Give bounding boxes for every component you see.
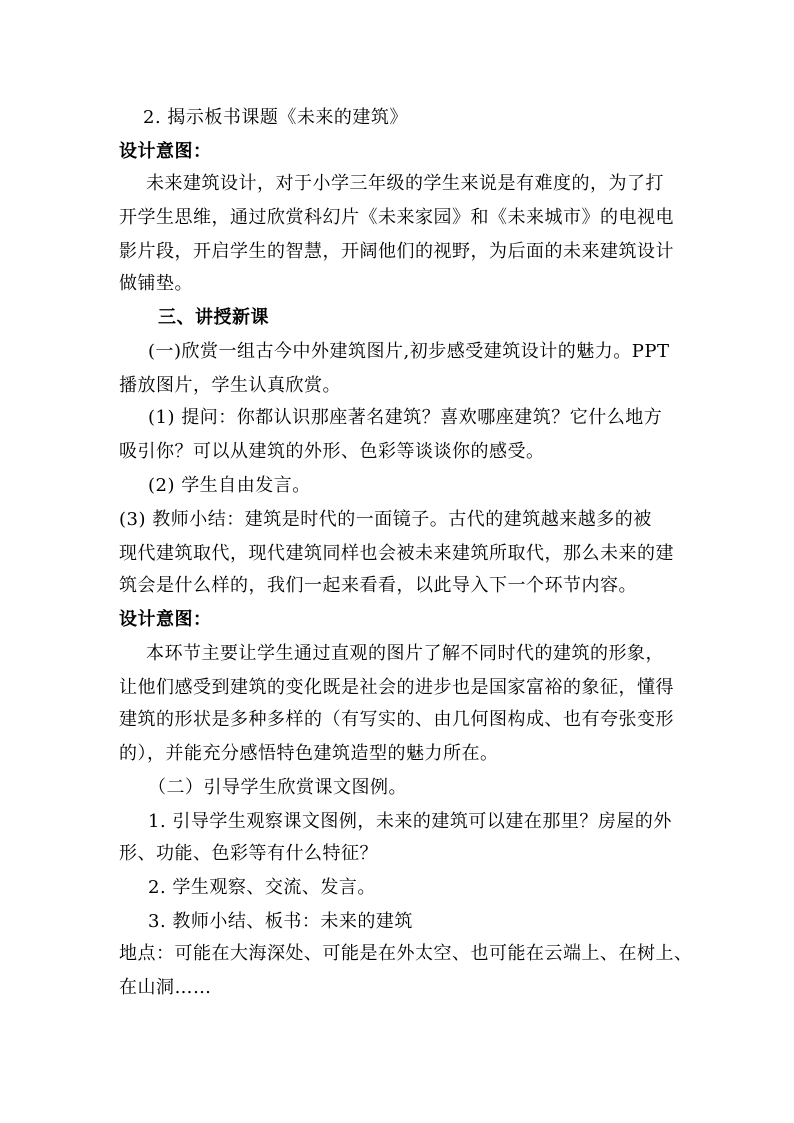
- paragraph-line: 吸引你？可以从建筑的外形、色彩等谈谈你的感受。: [119, 441, 545, 462]
- paragraph-line: 在山洞……: [119, 977, 212, 998]
- paragraph-line: 现代建筑取代，现代建筑同样也会被未来建筑所取代，那么未来的建: [119, 543, 674, 564]
- paragraph-line: 播放图片，学生认真欣赏。: [119, 375, 341, 396]
- paragraph-line: 1. 引导学生观察课文图例，未来的建筑可以建在那里？房屋的外: [148, 811, 672, 832]
- paragraph-line: 让他们感受到建筑的变化既是社会的进步也是国家富裕的象征，懂得: [119, 677, 674, 698]
- paragraph-line: 影片段，开启学生的智慧，开阔他们的视野，为后面的未来建筑设计: [119, 241, 674, 262]
- paragraph-line: (一)欣赏一组古今中外建筑图片,初步感受建筑设计的魅力。PPT: [148, 341, 670, 362]
- section-heading: 三、讲授新课: [158, 307, 269, 328]
- paragraph-line: 做铺垫。: [119, 273, 193, 294]
- paragraph-line: 形、功能、色彩等有什么特征？: [119, 843, 378, 864]
- paragraph-line: 地点：可能在大海深处、可能是在外太空、也可能在云端上、在树上、: [119, 943, 693, 964]
- paragraph-line: (1) 提问：你都认识那座著名建筑？喜欢哪座建筑？它什么地方: [148, 407, 663, 428]
- paragraph-line: 本环节主要让学生通过直观的图片了解不同时代的建筑的形象，: [146, 643, 664, 664]
- paragraph-line: (2) 学生自由发言。: [148, 475, 311, 496]
- design-intent-heading: 设计意图：: [119, 141, 212, 162]
- paragraph-line: 2. 学生观察、交流、发言。: [148, 877, 376, 898]
- paragraph-line: 筑会是什么样的，我们一起来看看，以此导入下一个环节内容。: [119, 575, 637, 596]
- step-2-title: 2. 揭示板书课题《未来的建筑》: [143, 107, 408, 128]
- subsection-heading: （二）引导学生欣赏课文图例。: [148, 777, 407, 798]
- paragraph-line: (3) 教师小结：建筑是时代的一面镜子。古代的建筑越来越多的被: [119, 509, 652, 530]
- paragraph-line: 的），并能充分感悟特色建筑造型的魅力所在。: [119, 743, 499, 764]
- design-intent-heading: 设计意图：: [119, 609, 212, 630]
- paragraph-line: 未来建筑设计，对于小学三年级的学生来说是有难度的，为了打: [146, 173, 664, 194]
- paragraph-line: 3. 教师小结、板书：未来的建筑: [148, 911, 413, 932]
- paragraph-line: 开学生思维，通过欣赏科幻片《未来家园》和《未来城市》的电视电: [119, 207, 674, 228]
- paragraph-line: 建筑的形状是多种多样的（有写实的、由几何图构成、也有夸张变形: [119, 709, 674, 730]
